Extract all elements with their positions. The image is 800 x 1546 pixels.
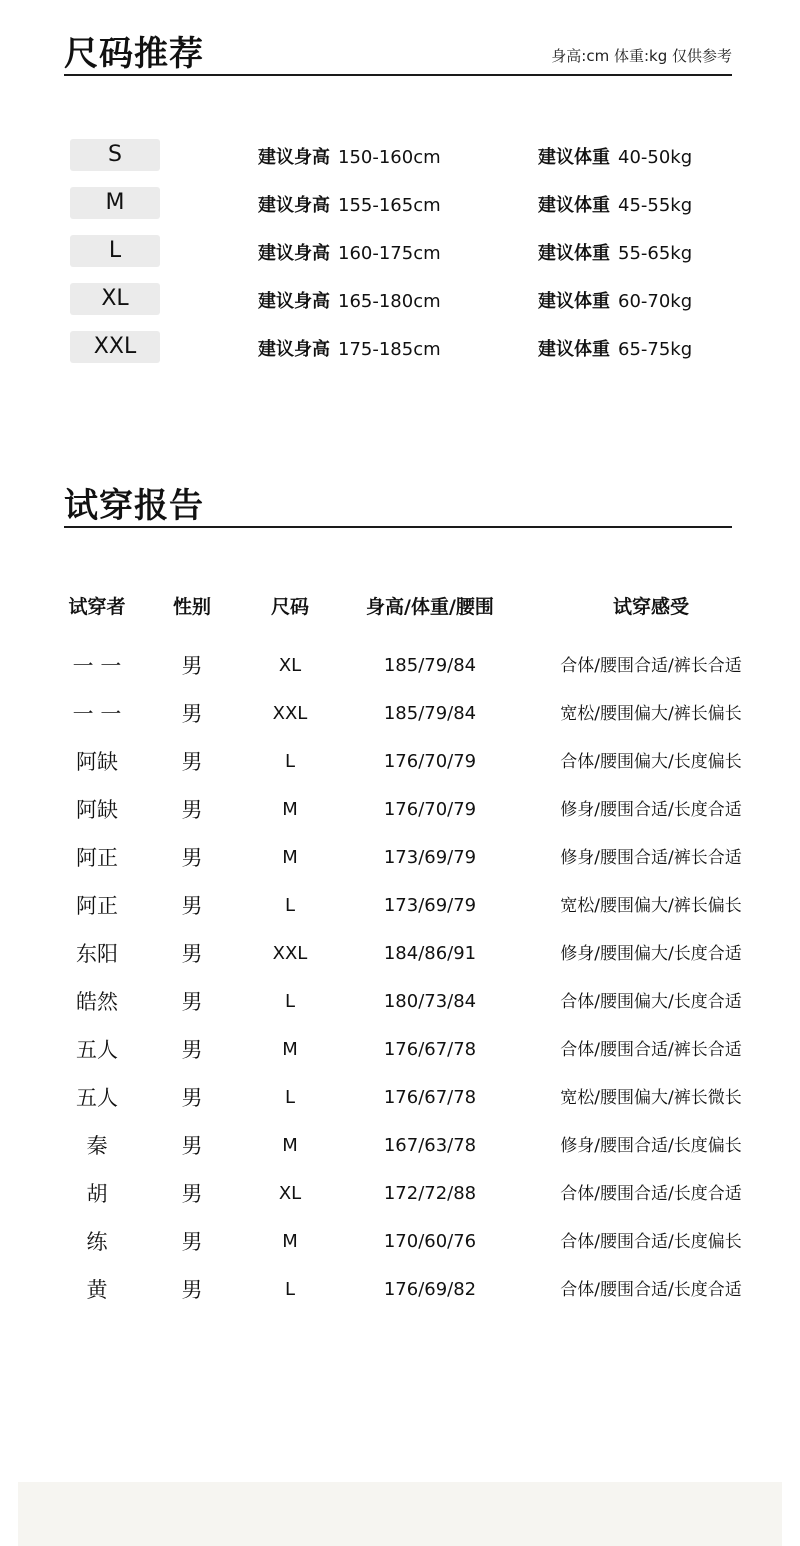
height-value: 165-180cm: [338, 291, 441, 312]
table-row: [0, 987, 800, 1017]
tester-measurements: 173/69/79: [383, 895, 477, 916]
tester-gender: 男: [181, 798, 203, 822]
table-row: [0, 939, 800, 969]
tester-measurements: 176/67/78: [383, 1039, 477, 1060]
tester-name: 五人: [76, 1086, 118, 1110]
tester-feedback: 修身/腰围合适/长度偏长: [560, 1136, 742, 1156]
tester-measurements: 184/86/91: [383, 943, 477, 964]
try-on-report-header: [64, 476, 732, 528]
tester-gender: 男: [181, 942, 203, 966]
tester-gender: 男: [181, 846, 203, 870]
column-header-name: 试穿者: [68, 596, 126, 618]
tester-measurements: 173/69/79: [383, 847, 477, 868]
tester-name: 一 一: [72, 654, 122, 678]
tester-feedback: 宽松/腰围偏大/裤长微长: [560, 1088, 742, 1108]
tester-gender: 男: [181, 1086, 203, 1110]
tester-gender: 男: [181, 1134, 203, 1158]
tester-gender: 男: [181, 702, 203, 726]
tester-size: M: [282, 1039, 298, 1060]
size-row: [70, 187, 730, 221]
tester-feedback: 宽松/腰围偏大/裤长偏长: [560, 704, 742, 724]
size-section-note: 身高:cm 体重:kg 仅供参考: [551, 47, 732, 65]
suggested-weight: [538, 191, 692, 217]
height-label: 建议身高: [258, 291, 330, 312]
size-badge: XXL: [70, 331, 160, 363]
tester-size: XL: [278, 1183, 302, 1204]
suggested-height: [258, 335, 441, 361]
size-badge: L: [70, 235, 160, 267]
suggested-weight: [538, 335, 692, 361]
tester-gender: 男: [181, 1038, 203, 1062]
height-label: 建议身高: [258, 195, 330, 216]
tester-name: 皓然: [76, 990, 118, 1014]
size-badge: S: [70, 139, 160, 171]
suggested-height: [258, 143, 441, 169]
weight-label: 建议体重: [538, 147, 610, 168]
tester-feedback: 合体/腰围合适/裤长合适: [560, 656, 742, 676]
tester-gender: 男: [181, 654, 203, 678]
tester-size: L: [284, 751, 296, 772]
tester-measurements: 176/70/79: [383, 799, 477, 820]
column-header-feel: 试穿感受: [612, 596, 689, 618]
tester-size: L: [284, 991, 296, 1012]
suggested-height: [258, 239, 441, 265]
weight-value: 40-50kg: [618, 147, 693, 168]
tester-feedback: 修身/腰围偏大/长度合适: [560, 944, 742, 964]
height-value: 160-175cm: [338, 243, 441, 264]
table-row: [0, 747, 800, 777]
tester-feedback: 合体/腰围合适/裤长合适: [560, 1040, 742, 1060]
tester-feedback: 修身/腰围合适/长度合适: [560, 800, 742, 820]
size-section-title: 尺码推荐: [64, 34, 204, 74]
weight-value: 55-65kg: [618, 243, 693, 264]
tester-name: 阿正: [76, 846, 118, 870]
height-label: 建议身高: [258, 147, 330, 168]
tester-gender: 男: [181, 894, 203, 918]
tester-feedback: 合体/腰围偏大/长度偏长: [560, 752, 742, 772]
footer-band: [18, 1482, 782, 1546]
column-header-size: 尺码: [270, 596, 309, 618]
tester-measurements: 185/79/84: [383, 655, 477, 676]
tester-measurements: 172/72/88: [383, 1183, 477, 1204]
tester-measurements: 170/60/76: [383, 1231, 477, 1252]
weight-label: 建议体重: [538, 243, 610, 264]
table-row: [0, 891, 800, 921]
suggested-height: [258, 287, 441, 313]
tester-feedback: 修身/腰围合适/裤长合适: [560, 848, 742, 868]
weight-label: 建议体重: [538, 291, 610, 312]
table-row: [0, 1227, 800, 1257]
tester-feedback: 合体/腰围偏大/长度合适: [560, 992, 742, 1012]
size-row: [70, 235, 730, 269]
tester-name: 东阳: [76, 942, 118, 966]
tester-measurements: 167/63/78: [383, 1135, 477, 1156]
suggested-height: [258, 191, 441, 217]
column-header-body: 身高/体重/腰围: [366, 596, 494, 618]
size-row: [70, 139, 730, 173]
tester-feedback: 合体/腰围合适/长度合适: [560, 1280, 742, 1300]
tester-feedback: 合体/腰围合适/长度合适: [560, 1184, 742, 1204]
tester-size: M: [282, 847, 298, 868]
tester-name: 秦: [86, 1134, 108, 1158]
tester-size: L: [284, 1087, 296, 1108]
report-column-headers: [0, 592, 800, 622]
tester-size: L: [284, 1279, 296, 1300]
tester-measurements: 176/70/79: [383, 751, 477, 772]
tester-size: XL: [278, 655, 302, 676]
tester-name: 五人: [76, 1038, 118, 1062]
table-row: [0, 843, 800, 873]
tester-size: L: [284, 895, 296, 916]
tester-gender: 男: [181, 990, 203, 1014]
tester-gender: 男: [181, 750, 203, 774]
size-row: [70, 283, 730, 317]
table-row: [0, 1035, 800, 1065]
tester-measurements: 176/69/82: [383, 1279, 477, 1300]
height-value: 150-160cm: [338, 147, 441, 168]
tester-name: 阿缺: [76, 798, 118, 822]
height-value: 155-165cm: [338, 195, 441, 216]
suggested-weight: [538, 239, 692, 265]
tester-feedback: 宽松/腰围偏大/裤长偏长: [560, 896, 742, 916]
table-row: [0, 1131, 800, 1161]
size-row: [70, 331, 730, 365]
weight-value: 65-75kg: [618, 339, 693, 360]
tester-gender: 男: [181, 1182, 203, 1206]
tester-size: XXL: [272, 703, 308, 724]
table-row: [0, 795, 800, 825]
tester-measurements: 185/79/84: [383, 703, 477, 724]
tester-name: 阿正: [76, 894, 118, 918]
tester-size: M: [282, 1231, 298, 1252]
report-section-title: 试穿报告: [64, 486, 204, 526]
tester-name: 阿缺: [76, 750, 118, 774]
table-row: [0, 1083, 800, 1113]
tester-size: M: [282, 799, 298, 820]
height-label: 建议身高: [258, 243, 330, 264]
size-recommendation-header: [64, 22, 732, 76]
tester-name: 一 一: [72, 702, 122, 726]
weight-value: 45-55kg: [618, 195, 693, 216]
tester-name: 练: [86, 1230, 108, 1254]
column-header-gender: 性别: [172, 596, 211, 618]
size-badge: M: [70, 187, 160, 219]
tester-gender: 男: [181, 1230, 203, 1254]
tester-size: M: [282, 1135, 298, 1156]
table-row: [0, 699, 800, 729]
weight-value: 60-70kg: [618, 291, 693, 312]
suggested-weight: [538, 143, 692, 169]
tester-feedback: 合体/腰围合适/长度偏长: [560, 1232, 742, 1252]
table-row: [0, 651, 800, 681]
suggested-weight: [538, 287, 692, 313]
height-value: 175-185cm: [338, 339, 441, 360]
tester-measurements: 180/73/84: [383, 991, 477, 1012]
tester-name: 胡: [86, 1182, 108, 1206]
tester-name: 黄: [86, 1278, 108, 1302]
table-row: [0, 1275, 800, 1305]
weight-label: 建议体重: [538, 339, 610, 360]
size-badge: XL: [70, 283, 160, 315]
table-row: [0, 1179, 800, 1209]
tester-measurements: 176/67/78: [383, 1087, 477, 1108]
weight-label: 建议体重: [538, 195, 610, 216]
tester-gender: 男: [181, 1278, 203, 1302]
height-label: 建议身高: [258, 339, 330, 360]
tester-size: XXL: [272, 943, 308, 964]
